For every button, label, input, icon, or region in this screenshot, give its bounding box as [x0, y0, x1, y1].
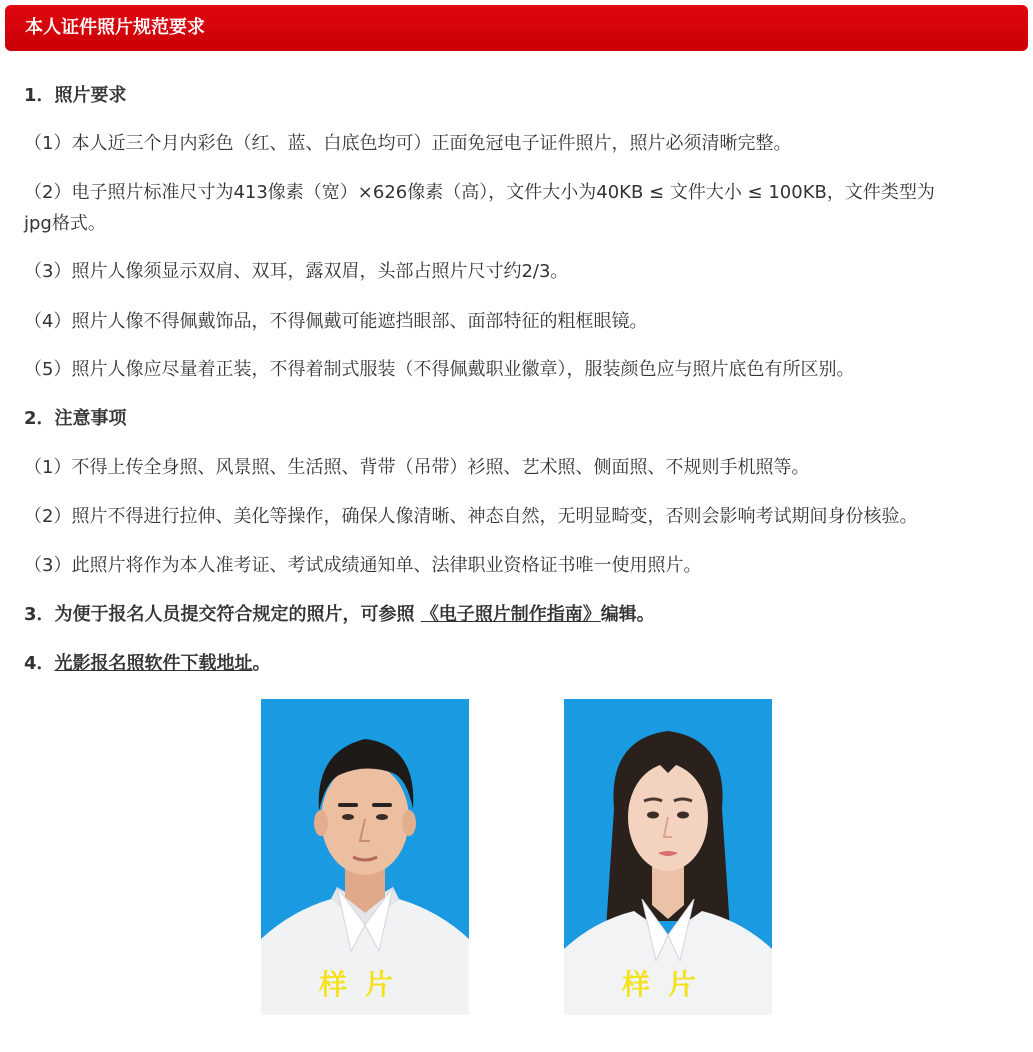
- photo-guide-link[interactable]: 《电子照片制作指南》: [420, 604, 601, 625]
- requirement-item-5: （5）照片人像应尽量着正装，不得着制式服装（不得佩戴职业徽章），服装颜色应与照片底色有所区别。: [24, 359, 855, 380]
- notice-item-2: （2）照片不得进行拉伸、美化等操作，确保人像清晰、神态自然，无明显畸变，否则会影响考试期间身份核验。: [24, 506, 918, 527]
- section-1-heading: 1．照片要求: [24, 85, 127, 106]
- requirement-item-1: （1）本人近三个月内彩色（红、蓝、白底色均可）正面免冠电子证件照片，照片必须清晰完整。: [24, 133, 792, 154]
- section-3-line: [24, 598, 997, 632]
- section-header: [5, 5, 1028, 51]
- requirement-item-3: （3）照片人像须显示双肩、双耳，露双眉，头部占照片尺寸约2/3。: [24, 261, 569, 282]
- section-4-suffix: 。: [252, 653, 271, 674]
- section-3-suffix: 编辑。: [600, 604, 655, 625]
- sample-photo-male: [261, 699, 469, 1015]
- notice-item-1: （1）不得上传全身照、风景照、生活照、背带（吊带）衫照、艺术照、侧面照、不规则手机照等。: [24, 457, 810, 478]
- sample-watermark-male: 样片: [318, 968, 411, 1001]
- requirement-item-2-cont: jpg格式。: [24, 213, 106, 234]
- requirement-item-4: （4）照片人像不得佩戴饰品，不得佩戴可能遮挡眼部、面部特征的粗框眼镜。: [24, 311, 648, 332]
- header-title: 本人证件照片规范要求: [25, 17, 205, 38]
- section-2-heading: 2．注意事项: [24, 408, 127, 429]
- sample-watermark-female: 样片: [621, 968, 714, 1001]
- sample-photo-female: [564, 699, 772, 1015]
- section-3-text: 3．为便于报名人员提交符合规定的照片，可参照: [24, 604, 421, 625]
- section-4-number: 4．: [24, 653, 55, 674]
- section-4-line: [24, 647, 997, 681]
- notice-item-3: （3）此照片将作为本人准考证、考试成绩通知单、法律职业资格证书唯一使用照片。: [24, 555, 702, 576]
- requirement-item-2: （2）电子照片标准尺寸为413像素（宽）×626像素（高），文件大小为40KB ≤ 文件大小 ≤ 100KB，文件类型为: [24, 182, 935, 203]
- software-download-link[interactable]: 光影报名照软件下载地址: [54, 653, 253, 674]
